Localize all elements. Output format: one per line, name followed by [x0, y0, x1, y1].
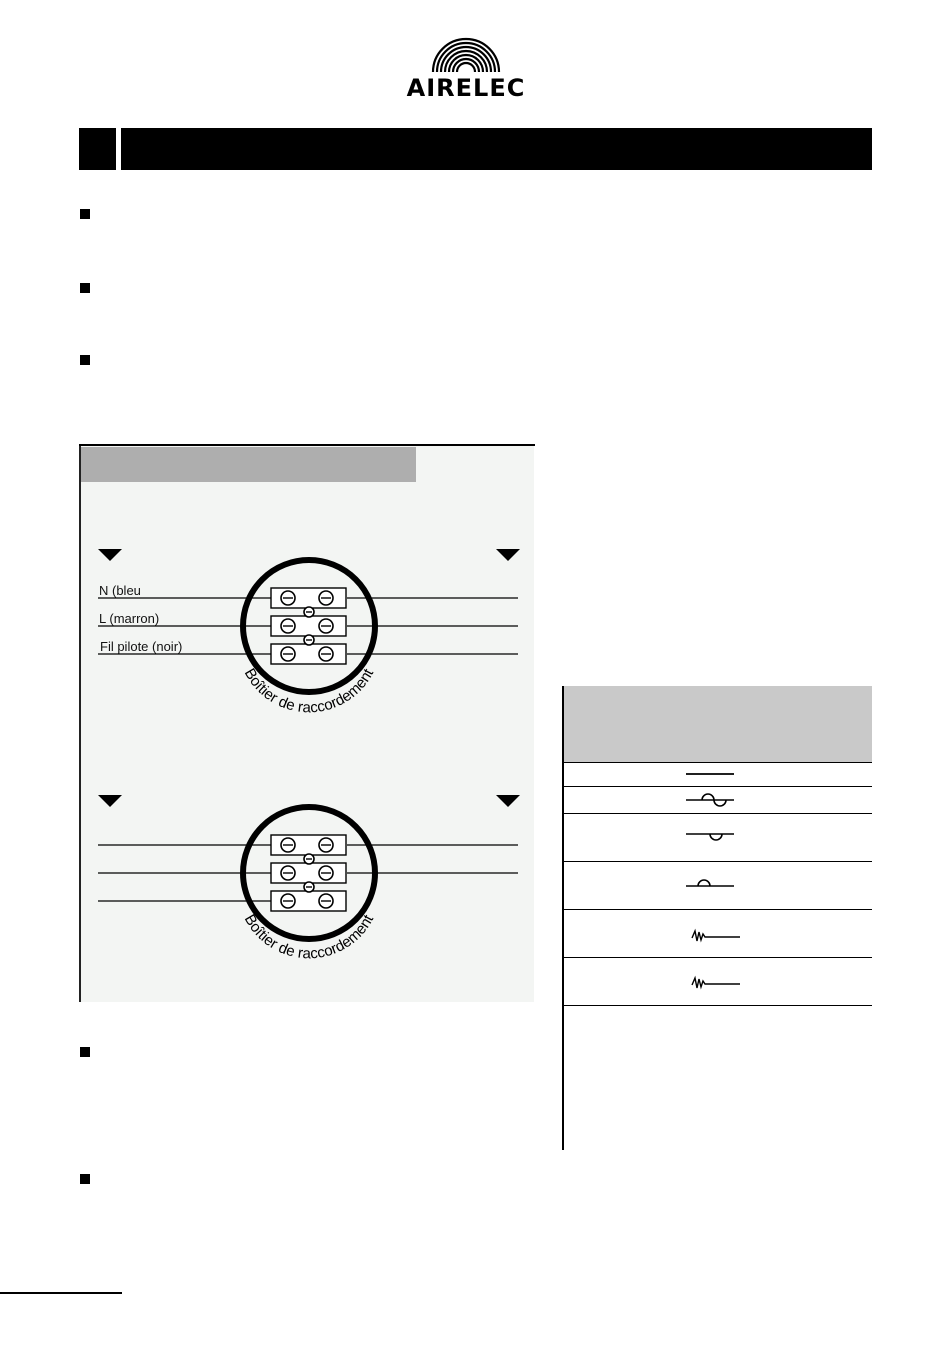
table-header: [564, 686, 872, 762]
table-divider: [564, 861, 872, 862]
connection-diagram-top: [81, 540, 534, 730]
wire-label-live: L (marron): [99, 611, 160, 626]
footer-rule: [0, 1292, 122, 1294]
full-sine-line-icon: [684, 790, 738, 810]
pulse-7s-icon: [690, 973, 744, 993]
table-divider: [564, 909, 872, 910]
bullet-marker: [80, 283, 90, 293]
table-divider: [564, 786, 872, 787]
flat-line-icon: [684, 766, 738, 782]
bullet-marker: [80, 355, 90, 365]
wire-label-neutral: N (bleu: [99, 583, 141, 598]
box-caption: Boîtier de raccordement: [240, 665, 378, 717]
table-divider: [564, 813, 872, 814]
negative-half-wave-icon: [684, 828, 738, 848]
panel-top-border: [79, 444, 535, 446]
section-number-box: [79, 128, 116, 170]
section-title-bar: [121, 128, 872, 170]
bullet-marker: [80, 1174, 90, 1184]
table-divider: [564, 762, 872, 763]
connection-diagram-bottom: [81, 786, 534, 976]
pulse-3s-icon: [690, 926, 744, 946]
logo-arcs-icon: [380, 36, 552, 76]
box-caption: Boîtier de raccordement: [240, 911, 378, 963]
airelec-logo: [380, 36, 552, 100]
positive-half-wave-icon: [684, 874, 738, 894]
bullet-marker: [80, 1047, 90, 1057]
logo-wordmark: AIRELEC: [406, 74, 526, 102]
table-divider: [564, 1005, 872, 1006]
panel-title-band: [81, 447, 416, 482]
table-divider: [564, 957, 872, 958]
bullet-marker: [80, 209, 90, 219]
wire-label-pilot: Fil pilote (noir): [100, 639, 183, 654]
